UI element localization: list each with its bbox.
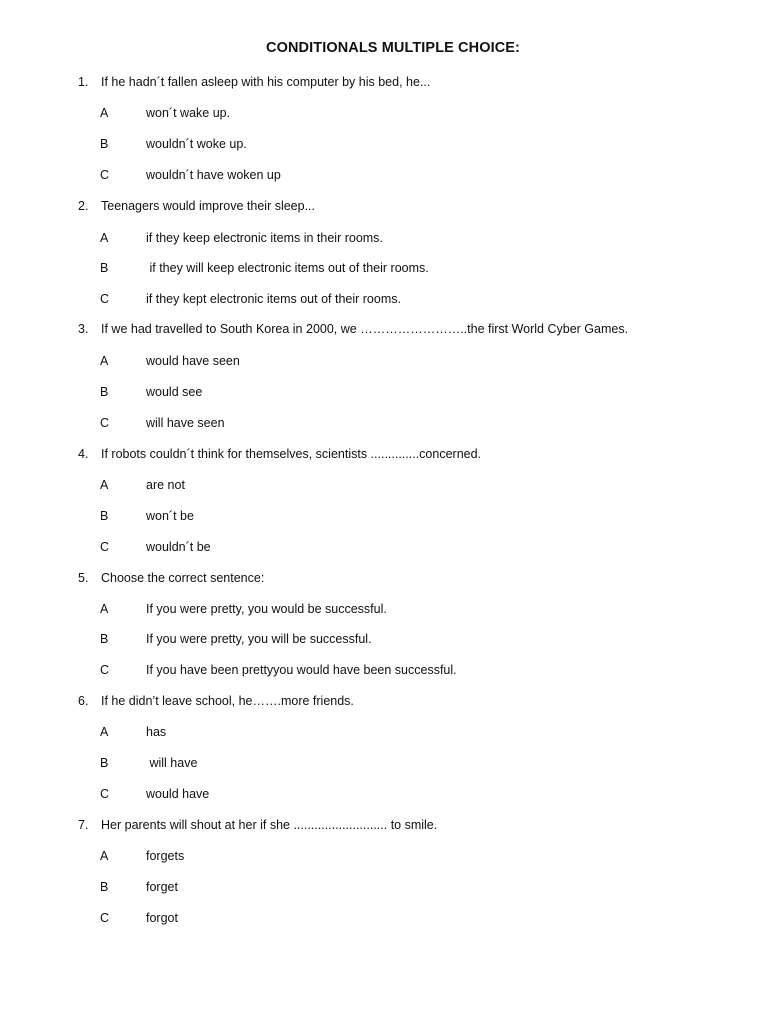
option-letter: A — [100, 106, 109, 120]
option-3a — [100, 354, 240, 368]
option-text: would see — [146, 385, 203, 399]
option-4a — [100, 478, 185, 492]
question-number: 4. — [78, 447, 89, 461]
option-1b — [100, 137, 247, 151]
option-letter: A — [100, 849, 109, 863]
question-5 — [78, 571, 264, 585]
option-text: if they will keep electronic items out of their rooms. — [146, 261, 429, 275]
option-text: If you have been prettyyou would have been successful. — [146, 663, 457, 677]
option-text: If you were pretty, you would be successful. — [146, 602, 387, 616]
question-6 — [78, 694, 354, 708]
option-text: has — [146, 725, 167, 739]
option-text: would have — [146, 787, 210, 801]
option-text: forgets — [146, 849, 185, 863]
option-text: forgot — [146, 911, 178, 925]
option-letter: B — [100, 509, 109, 523]
option-text: won´t be — [146, 509, 194, 523]
option-text: if they keep electronic items in their rooms. — [146, 231, 383, 245]
question-number: 3. — [78, 322, 89, 336]
option-2c — [100, 292, 401, 306]
option-letter: C — [100, 663, 110, 677]
option-text: if they kept electronic items out of their rooms. — [146, 292, 401, 306]
option-text: wouldn´t woke up. — [146, 137, 247, 151]
question-number: 2. — [78, 199, 89, 213]
option-4c — [100, 540, 211, 554]
option-3c — [100, 416, 225, 430]
option-text: wouldn´t have woken up — [146, 168, 281, 182]
option-text: would have seen — [146, 354, 240, 368]
option-letter: A — [100, 354, 109, 368]
option-letter: C — [100, 787, 110, 801]
option-letter: C — [100, 292, 110, 306]
option-letter: C — [100, 416, 110, 430]
option-letter: A — [100, 602, 109, 616]
option-5b — [100, 632, 372, 646]
option-text: forget — [146, 880, 178, 894]
option-letter: B — [100, 756, 109, 770]
question-number: 1. — [78, 75, 89, 89]
option-7a — [100, 849, 184, 863]
option-5c — [100, 663, 457, 677]
option-3b — [100, 385, 202, 399]
option-4b — [100, 509, 194, 523]
option-text: will have — [146, 756, 198, 770]
option-text: wouldn´t be — [146, 540, 211, 554]
option-letter: A — [100, 478, 109, 492]
option-5a — [100, 602, 387, 616]
option-7b — [100, 880, 178, 894]
option-1c — [100, 168, 281, 182]
question-number: 7. — [78, 818, 89, 832]
option-6c — [100, 787, 209, 801]
question-3 — [78, 322, 628, 336]
option-2a — [100, 231, 383, 245]
option-letter: B — [100, 261, 109, 275]
question-text: If he hadn´t fallen asleep with his computer by his bed, he... — [101, 75, 431, 89]
option-text: will have seen — [146, 416, 225, 430]
option-letter: C — [100, 168, 110, 182]
option-2b — [100, 261, 429, 275]
question-text: If robots couldn´t think for themselves, scientists ..............concerned. — [101, 447, 482, 461]
option-1a — [100, 106, 230, 120]
option-letter: C — [100, 911, 110, 925]
page-title: CONDITIONALS MULTIPLE CHOICE: — [266, 40, 520, 56]
question-7 — [78, 818, 437, 832]
option-6b — [100, 756, 197, 770]
question-1 — [78, 75, 430, 89]
option-7c — [100, 911, 178, 925]
option-letter: A — [100, 725, 109, 739]
question-text: If he didn’t leave school, he…….more friends. — [101, 694, 354, 708]
option-letter: B — [100, 632, 109, 646]
option-letter: A — [100, 231, 109, 245]
option-text: won´t wake up. — [146, 106, 231, 120]
option-6a — [100, 725, 166, 739]
option-letter: C — [100, 540, 110, 554]
option-letter: B — [100, 880, 109, 894]
question-text: Choose the correct sentence: — [101, 571, 265, 585]
question-number: 5. — [78, 571, 89, 585]
question-number: 6. — [78, 694, 89, 708]
option-text: If you were pretty, you will be successful. — [146, 632, 372, 646]
option-letter: B — [100, 137, 109, 151]
option-text: are not — [146, 478, 185, 492]
question-2 — [78, 199, 315, 213]
question-4 — [78, 447, 481, 461]
question-text: If we had travelled to South Korea in 2000, we ……………………..the first World Cyber Games. — [101, 322, 629, 336]
question-text: Teenagers would improve their sleep... — [101, 199, 316, 213]
option-letter: B — [100, 385, 109, 399]
question-text: Her parents will shout at her if she ........................... to smile. — [101, 818, 438, 832]
